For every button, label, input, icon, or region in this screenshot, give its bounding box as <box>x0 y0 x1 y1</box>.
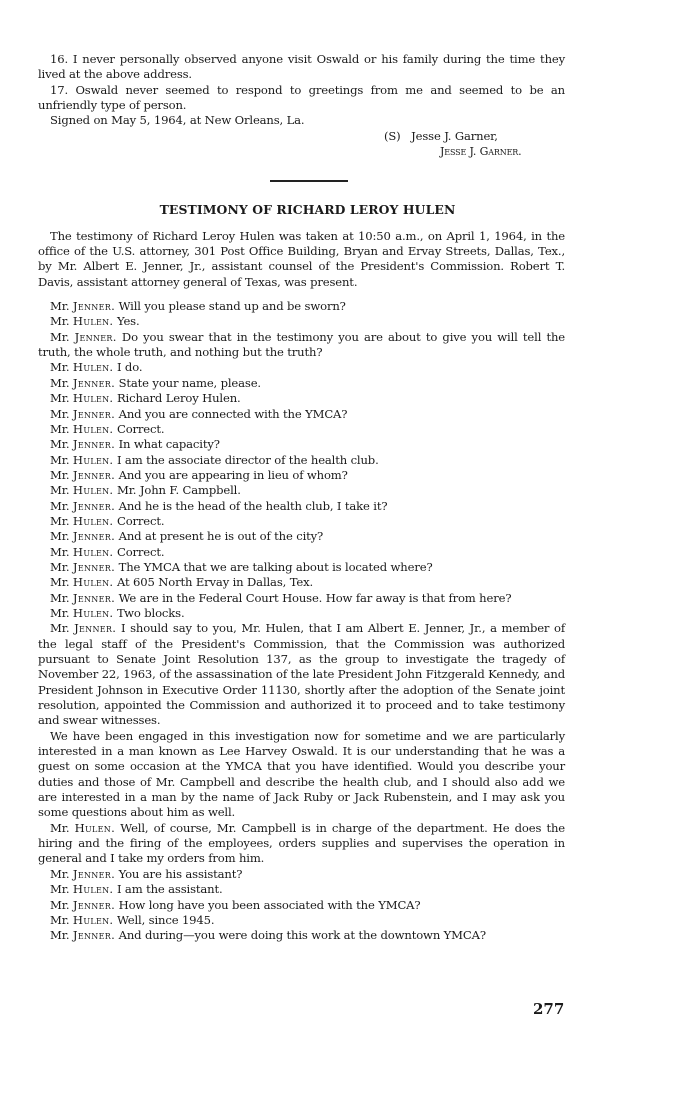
dialogue-line <box>38 314 565 329</box>
speaker-title: Mr. <box>50 360 70 375</box>
speaker-name: Jenner. <box>72 897 116 912</box>
speaker-name: Jenner. <box>72 529 116 544</box>
speaker-name: Jenner. <box>72 299 116 314</box>
dialogue-text: I am the associate director of the health club. <box>116 452 379 467</box>
speaker-name: Hulen. <box>74 820 116 835</box>
speaker-title: Mr. <box>50 483 70 498</box>
dialogue-text: And you are appearing in lieu of whom? <box>118 467 348 482</box>
signed-line: Signed on May 5, 1964, at New Orleans, La. <box>50 113 305 128</box>
speaker-name: Jenner. <box>72 590 116 605</box>
paragraph: 16. I never personally observed anyone visit Oswald or his family during the time they lived at the above address. <box>38 52 565 82</box>
dialogue-line <box>38 468 565 483</box>
dialogue-text: Richard Leroy Hulen. <box>116 391 241 406</box>
speaker-title: Mr. <box>50 314 70 329</box>
speaker-name: Hulen. <box>72 483 114 498</box>
dialogue-text: You are his assistant? <box>118 866 243 881</box>
dialogue-text: I should say to you, Mr. Hulen, that I am Albert E. Jenner, Jr., a member of the legal staff of the President's Commission, that the Commission was authorized pursuant to Senate Joint Resolution 137, as the group to investigate the tragedy of November 22, 1963, of the assassination of the late President John Fitzgerald Kennedy, and President Johnson in Executive Order 11130, shortly after the adoption of the Senate joint resolution, appointed the Commission and authorized it to proceed and to take testimony and swear witnesses. <box>38 621 565 728</box>
speaker-title: Mr. <box>50 590 70 605</box>
speaker-title: Mr. <box>50 391 70 406</box>
speaker-title: Mr. <box>50 329 70 344</box>
dialogue-line <box>38 529 565 544</box>
dialogue-line <box>38 545 565 560</box>
signature-printed-name: Jesse J. Garner. <box>440 144 522 158</box>
affidavit-closing <box>38 52 565 160</box>
speaker-name: Hulen. <box>72 544 114 559</box>
dialogue-line <box>38 422 565 437</box>
dialogue-text: In what capacity? <box>118 437 220 452</box>
speaker-name: Jenner. <box>72 866 116 881</box>
speaker-title: Mr. <box>50 559 70 574</box>
speaker-title: Mr. <box>50 820 70 835</box>
speaker-name: Hulen. <box>72 912 114 927</box>
dialogue-text: I am the assistant. <box>116 882 223 897</box>
paragraph: 17. Oswald never seemed to respond to greetings from me and seemed to be an unfriendly type of person. <box>38 82 565 113</box>
dialogue-line <box>38 867 565 882</box>
dialogue-line <box>38 821 565 867</box>
dialogue-text: How long have you been associated with the YMCA? <box>118 897 421 912</box>
speaker-name: Hulen. <box>72 360 114 375</box>
speaker-name: Jenner. <box>72 467 116 482</box>
dialogue-line <box>38 575 565 590</box>
speaker-title: Mr. <box>50 928 70 943</box>
section-heading: TESTIMONY OF RICHARD LEROY HULEN <box>159 201 456 217</box>
speaker-name: Hulen. <box>72 575 114 590</box>
dialogue-text: We have been engaged in this investigation now for sometime and we are particularly interested in a man known as Lee Harvey Oswald. It is our understanding that he was a guest on some occasion at the YMCA that you have identified. Would you describe your duties and those of Mr. Campbell and describe the health club, and I should also add we are interested in a man by the name of Jack Ruby or Jack Rubenstein, and I may ask you some questions about him as well. <box>38 728 565 820</box>
dialogue-text: Yes. <box>116 314 140 329</box>
dialogue-line <box>38 898 565 913</box>
dialogue-text: And at present he is out of the city? <box>118 529 324 544</box>
speaker-title: Mr. <box>50 421 70 436</box>
dialogue-text: And you are connected with the YMCA? <box>118 406 348 421</box>
speaker-name: Jenner. <box>72 375 116 390</box>
speaker-title: Mr. <box>50 452 70 467</box>
speaker-name: Hulen. <box>72 882 114 897</box>
speaker-name: Jenner. <box>74 329 117 344</box>
speaker-title: Mr. <box>50 544 70 559</box>
dialogue-text: The YMCA that we are talking about is located where? <box>118 559 433 574</box>
signature-block <box>38 129 565 160</box>
signature-line: (S) Jesse J. Garner, <box>384 128 498 143</box>
speaker-title: Mr. <box>50 513 70 528</box>
dialogue-text: And during—you were doing this work at the downtown YMCA? <box>118 928 486 943</box>
speaker-title: Mr. <box>50 437 70 452</box>
speaker-title: Mr. <box>50 605 70 620</box>
speaker-title: Mr. <box>50 621 70 636</box>
section-divider <box>270 180 348 182</box>
dialogue-line <box>38 437 565 452</box>
dialogue-line <box>38 483 565 498</box>
dialogue-line <box>38 591 565 606</box>
speaker-name: Jenner. <box>74 621 117 636</box>
dialogue-text: Do you swear that in the testimony you are about to give you will tell the truth, the whole truth, and nothing but the truth? <box>38 329 565 360</box>
dialogue-line <box>38 913 565 928</box>
speaker-title: Mr. <box>50 575 70 590</box>
speaker-name: Jenner. <box>72 437 116 452</box>
dialogue-line <box>38 299 565 314</box>
speaker-title: Mr. <box>50 375 70 390</box>
speaker-title: Mr. <box>50 299 70 314</box>
speaker-name: Hulen. <box>72 314 114 329</box>
dialogue-line <box>38 729 565 821</box>
speaker-name: Jenner. <box>72 559 116 574</box>
dialogue-text: Two blocks. <box>116 605 185 620</box>
speaker-name: Jenner. <box>72 498 116 513</box>
speaker-title: Mr. <box>50 467 70 482</box>
dialogue-text: At 605 North Ervay in Dallas, Tex. <box>116 575 314 590</box>
dialogue-text: Mr. John F. Campbell. <box>116 483 241 498</box>
dialogue-line <box>38 391 565 406</box>
intro-paragraph: The testimony of Richard Leroy Hulen was taken at 10:50 a.m., on April 1, 1964, in the office of the U.S. attorney, 301 Post Office Building, Bryan and Ervay Streets, Dallas, Tex., by Mr. Albert E. Jenner, Jr., assistant counsel of the President's Commission. Robert T. Davis, assistant attorney general of Texas, was present. <box>38 228 565 289</box>
dialogue-line <box>38 621 565 728</box>
dialogue-line <box>38 330 565 361</box>
dialogue-text: Well, of course, Mr. Campbell is in charge of the department. He does the hiring and the firing of the employees, orders supplies and supervises the operation in general and I take my orders from him. <box>38 820 565 866</box>
testimony-dialogue <box>38 299 565 943</box>
dialogue-line <box>38 928 565 943</box>
dialogue-text: State your name, please. <box>118 375 261 390</box>
dialogue-line <box>38 376 565 391</box>
dialogue-text: And he is the head of the health club, I take it? <box>118 498 388 513</box>
speaker-title: Mr. <box>50 912 70 927</box>
speaker-name: Jenner. <box>72 928 116 943</box>
page-number: 277 <box>533 1000 565 1018</box>
speaker-name: Hulen. <box>72 452 114 467</box>
dialogue-text: Correct. <box>116 544 165 559</box>
dialogue-line <box>38 360 565 375</box>
dialogue-line <box>38 606 565 621</box>
dialogue-text: Correct. <box>116 421 165 436</box>
dialogue-line <box>38 882 565 897</box>
dialogue-line <box>38 407 565 422</box>
speaker-name: Hulen. <box>72 421 114 436</box>
dialogue-text: I do. <box>116 360 143 375</box>
speaker-title: Mr. <box>50 866 70 881</box>
speaker-title: Mr. <box>50 529 70 544</box>
speaker-title: Mr. <box>50 498 70 513</box>
speaker-name: Hulen. <box>72 605 114 620</box>
speaker-name: Jenner. <box>72 406 116 421</box>
speaker-name: Hulen. <box>72 391 114 406</box>
speaker-title: Mr. <box>50 897 70 912</box>
speaker-title: Mr. <box>50 882 70 897</box>
dialogue-line <box>38 514 565 529</box>
dialogue-line <box>38 560 565 575</box>
speaker-name: Hulen. <box>72 513 114 528</box>
document-page <box>38 52 565 944</box>
speaker-title: Mr. <box>50 406 70 421</box>
dialogue-line <box>38 453 565 468</box>
dialogue-text: Well, since 1945. <box>116 912 215 927</box>
dialogue-text: We are in the Federal Court House. How far away is that from here? <box>118 590 512 605</box>
dialogue-text: Correct. <box>116 513 165 528</box>
dialogue-line <box>38 499 565 514</box>
dialogue-text: Will you please stand up and be sworn? <box>118 299 346 314</box>
